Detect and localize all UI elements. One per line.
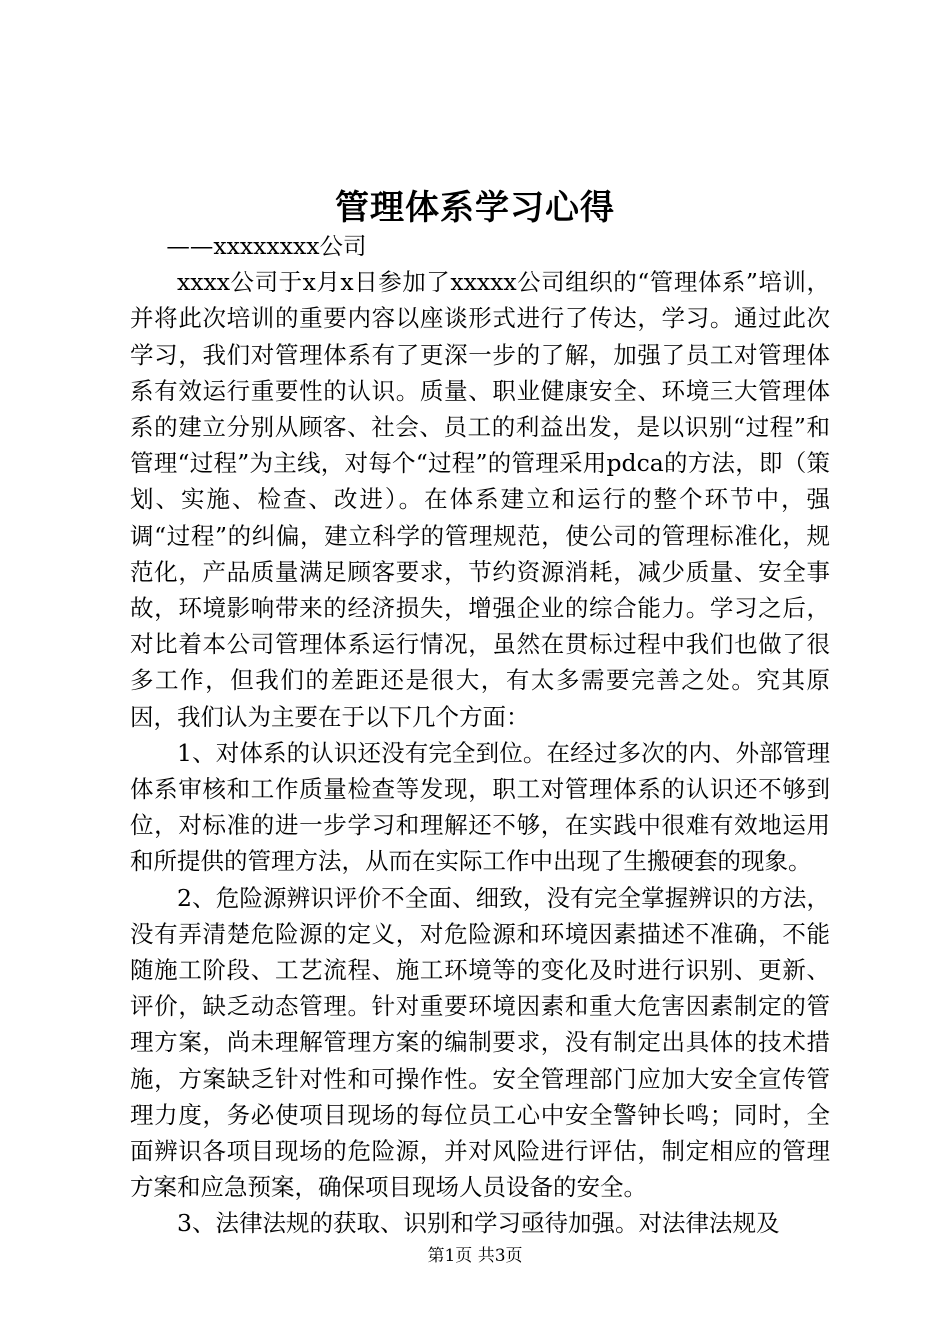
company-line: ——xxxxxxxx公司 [166, 232, 367, 260]
paragraph-intro: xxxx公司于x月x日参加了xxxxx公司组织的“管理体系”培训，并将此次培训的重要内容以座谈形式进行了传达，学习。通过此次学习，我们对管理体系有了更深一步的了解，加强了员工对管理体系有效运行重要性的认识。质量、职业健康安全、环境三大管理体系的建立分别从顾客、社会、员工的利益出发，是以识别“过程”和管理“过程”为主线，对每个“过程”的管理采用pdca的方法，即（策划、实施、检查、改进）。在体系建立和运行的整个环节中，强调“过程”的纠偏，建立科学的管理规范，使公司的管理标准化，规范化，产品质量满足顾客要求，节约资源消耗，减少质量、安全事故，环境影响带来的经济损失，增强企业的综合能力。学习之后，对比着本公司管理体系运行情况，虽然在贯标过程中我们也做了很多工作，但我们的差距还是很大，有太多需要完善之处。究其原因，我们认为主要在于以下几个方面： [130, 268, 830, 731]
paragraph-point-2: 2、危险源辨识评价不全面、细致，没有完全掌握辨识的方法，没有弄清楚危险源的定义，对危险源和环境因素描述不准确，不能随施工阶段、工艺流程、施工环境等的变化及时进行识别、更新、评价，缺乏动态管理。针对重要环境因素和重大危害因素制定的管理方案，尚未理解管理方案的编制要求，没有制定出具体的技术措施，方案缺乏针对性和可操作性。安全管理部门应加大安全宣传管理力度，务必使项目现场的每位员工心中安全警钟长鸣；同时，全面辨识各项目现场的危险源，并对风险进行评估，制定相应的管理方案和应急预案，确保项目现场人员设备的安全。 [130, 883, 830, 1202]
document-title: 管理体系学习心得 [335, 188, 615, 228]
document-body [130, 228, 830, 1242]
page-footer: 第1页 共3页 [427, 1246, 523, 1266]
paragraph-point-1: 1、对体系的认识还没有完全到位。在经过多次的内、外部管理体系审核和工作质量检查等发现，职工对管理体系的认识还不够到位，对标准的进一步学习和理解还不够，在实践中很难有效地运用和所提供的管理方法，从而在实际工作中出现了生搬硬套的现象。 [130, 738, 830, 876]
paragraph-point-3: 3、法律法规的获取、识别和学习亟待加强。对法律法规及 [177, 1209, 780, 1238]
